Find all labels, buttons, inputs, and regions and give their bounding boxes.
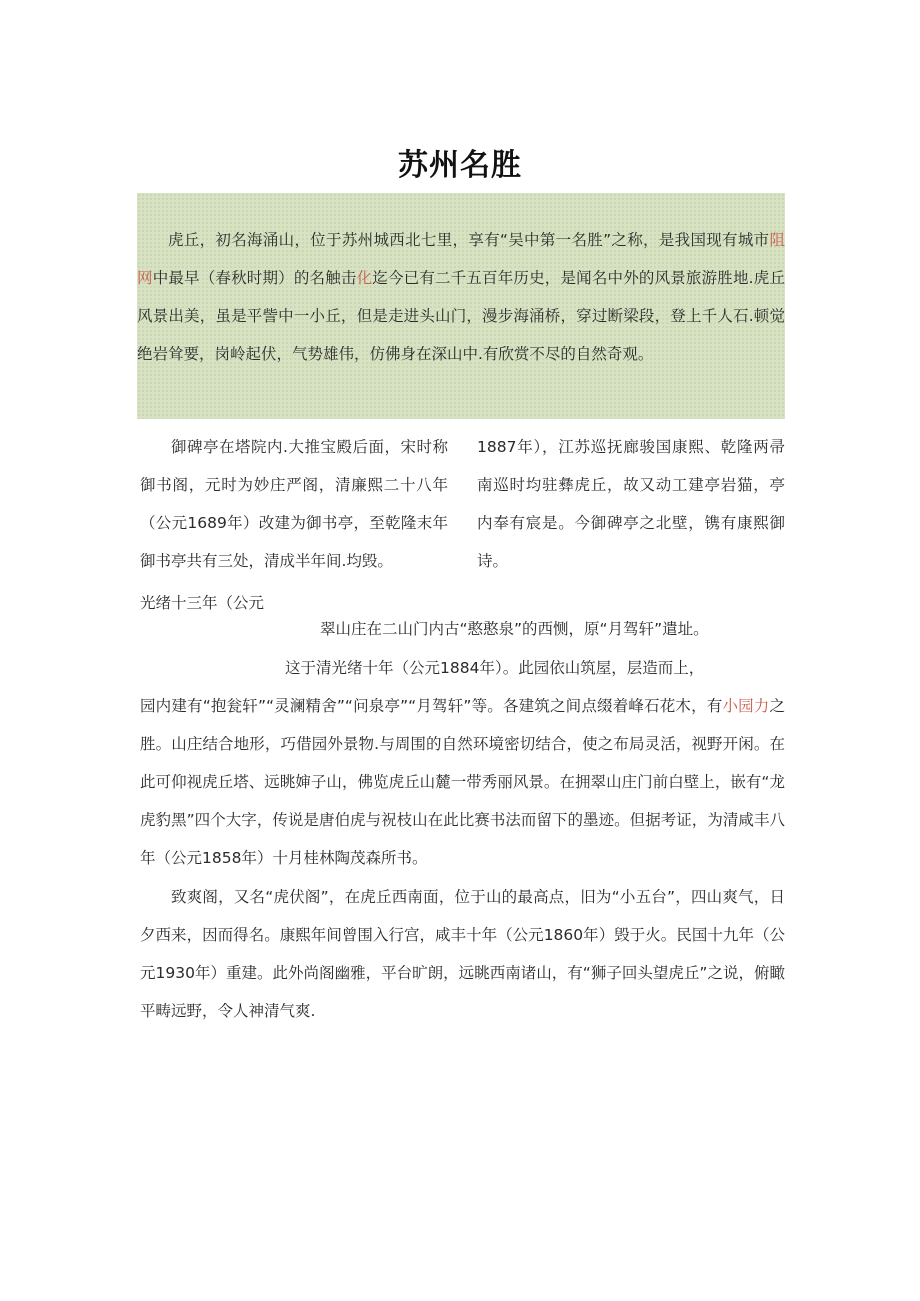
intro-paragraph — [137, 221, 785, 373]
body-paragraph-1-text — [140, 687, 785, 877]
fragment-line-middle: 这于清光绪十年（公元1884年）。此园依山筑屋，层造而上， — [285, 659, 705, 677]
body1-red-text: 小园力 — [722, 697, 770, 715]
right-column — [477, 428, 785, 580]
intro-highlight-box — [137, 193, 785, 419]
body1-text-1: 园内建有“抱瓮轩”“灵澜精舍”“问泉亭”“月驾轩”等。各建筑之间点缀着峰石花木，有 — [140, 697, 723, 715]
intro-red-text-2: 化 — [356, 269, 373, 287]
intro-text-2: 中最早（春秋时期）的名触击 — [152, 269, 357, 287]
left-column — [140, 428, 448, 580]
intro-text-3: 迄今已有二千五百年历史，是闻名中外的风景旅游胜地.虎丘风景出美，虽是平訾中一小丘，但是走进头山门，漫步海涌桥，穿过断梁段，登上千人石.顿觉绝岩耸要，岗岭起伏，气势雄伟，仿佛身在深山中.有欣赏不尽的自然奇观。 — [137, 269, 785, 363]
left-column-paragraph: 御碑亭在塔院内.大推宝殿后面，宋时称御书阁，元时为妙庄严阁，清廉熙二十八年（公元1689年）改建为御书亭，至乾隆末年御书亭共有三处，清成半年间.均毁。 — [140, 438, 448, 570]
intro-red-text-1: 阻网 — [137, 231, 785, 287]
page-title: 苏州名胜 — [398, 148, 522, 183]
body-paragraph-2-text: 致爽阁，又名“虎伏阁”，在虎丘西南面，位于山的最高点，旧为“小五台”，四山爽气，日夕西来，因而得名。康熙年间曾围入行宫，咸丰十年（公元1860年）毁于火。民国十九年（公元1930年）重建。此外尚阁幽雅，平台旷朗，远眺西南诸山，有“狮子回头望虎丘”之说，俯瞰平畴远野，令人神清气爽. — [140, 888, 785, 1020]
body-paragraph-1 — [140, 687, 785, 877]
right-column-paragraph: 1887年），江苏巡抚廊骏国康熙、乾隆两帚南巡时均驻彝虎丘，故又动工建亭岩猫，亭内奉有宸是。今御碑亭之北壁，镌有康熙御诗。 — [477, 438, 785, 570]
body-paragraph-2 — [140, 878, 785, 1030]
orphan-line: 光绪十三年（公元 — [140, 594, 265, 612]
fragment-line-right: 翠山庄在二山门内古“憨憨泉”的西恻，原“月驾轩”遣址。 — [320, 620, 709, 638]
intro-text-1: 虎丘，初名海涌山，位于苏州城西北七里，享有“吴中第一名胜”之称，是我国现有城市 — [168, 231, 770, 249]
body1-text-2: 之胜。山庄结合地形，巧借园外景物.与周围的自然环境密切结合，使之布局灵活，视野开闲。在此可仰视虎丘塔、远眺婶子山，佛览虎丘山麓一带秀丽风景。在拥翠山庄门前白壁上，嵌有“龙虎豹黑”四个大字，传说是唐伯虎与祝枝山在此比赛书法而留下的墨迹。但据考证，为清咸丰八年（公元1858年）十月桂林陶茂森所书。 — [140, 697, 785, 867]
